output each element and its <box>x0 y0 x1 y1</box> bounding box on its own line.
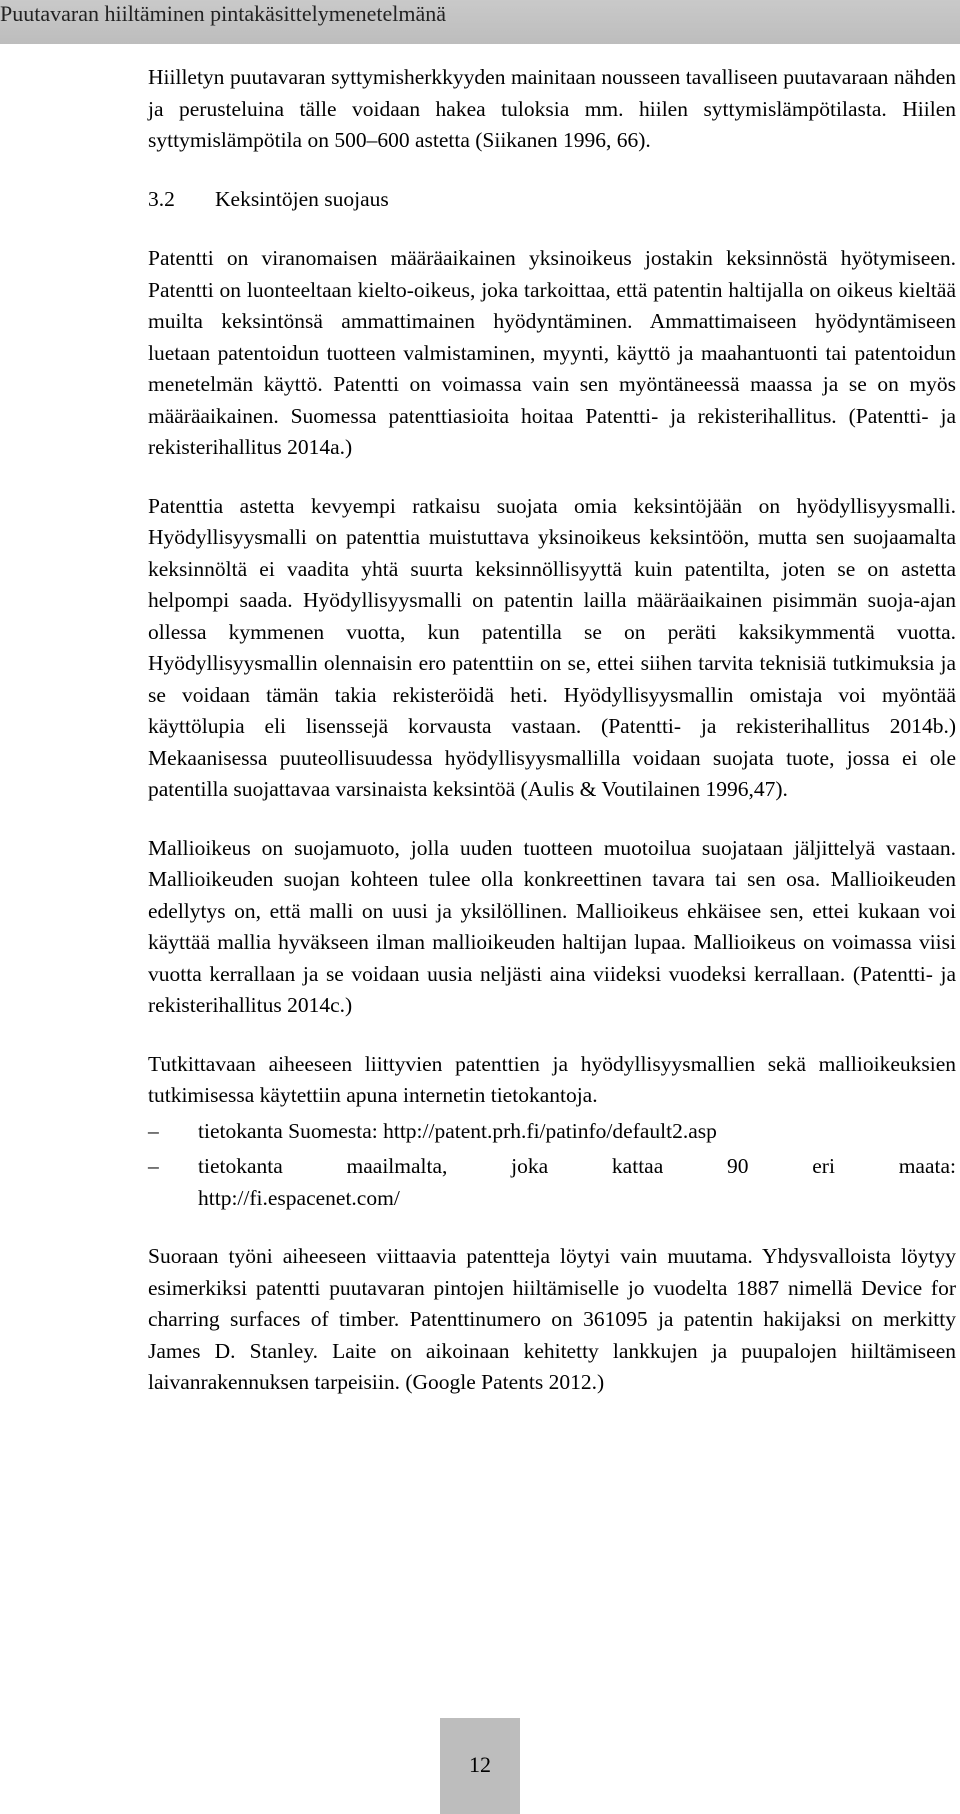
list-item-url: http://fi.espacenet.com/ <box>198 1185 400 1210</box>
running-title: Puutavaran hiiltäminen pintakäsittelymenetelmänä <box>0 1 446 26</box>
page-header <box>0 0 960 44</box>
list-item-text: tietokanta Suomesta: http://patent.prh.fi/patinfo/default2.asp <box>198 1118 717 1143</box>
paragraph-patents-found: Suoraan työni aiheeseen viittaavia patentteja löytyi vain muutama. Yhdysvalloista löytyy esimerkiksi patentti puutavaran pintojen hiiltämiselle jo vuodelta 1887 nimellä Device for charring surfaces of timber. Patenttinumero on 361095 ja patentin hakijaksi on merkitty James D. Stanley. Laite on aikoinaan kehitetty lankkujen ja puupalojen hiiltämiseen laivanrakennuksen tarpeisiin. (Google Patents 2012.) <box>148 1244 956 1394</box>
section-title: Keksintöjen suojaus <box>215 186 389 211</box>
dash-bullet: – <box>148 1154 159 1178</box>
database-list <box>148 1116 956 1215</box>
paragraph-design-right: Mallioikeus on suojamuoto, jolla uuden tuotteen muotoilua suojataan jäljittelyä vastaan. Mallioikeuden suojan kohteen tulee olla konkreettinen tavara tai sen osa. Mallioikeuden edellytys on, että malli on uusi ja yksilöllinen. Mallioikeus ehkäisee sen, ettei kukaan voi käyttää mallia hyväkseen ilman mallioikeuden haltijan lupaa. Mallioikeus on voimassa viisi vuotta kerrallaan ja se voidaan uusia neljästi aina viideksi vuodeksi kerrallaan. (Patentti- ja rekisterihallitus 2014c.) <box>148 835 956 1017</box>
section-number: 3.2 <box>148 186 175 211</box>
document-body <box>148 62 956 1426</box>
page-number-box <box>440 1718 520 1814</box>
section-heading <box>0 184 956 216</box>
paragraph-databases: Tutkittavaan aiheeseen liittyvien patenttien ja hyödyllisyysmallien sekä mallioikeuksien tutkimisessa käytettiin apuna internetin tietokantoja. <box>148 1051 956 1107</box>
paragraph-ignition: Hiilletyn puutavaran syttymisherkkyyden mainitaan nousseen tavalliseen puutavaraan nähden ja perusteluina tälle voidaan hakea tuloksia mm. hiilen syttymislämpötilasta. Hiilen syttymislämpötila on 500–600 astetta (Siikanen 1996, 66). <box>148 65 956 152</box>
list-item <box>148 1151 956 1214</box>
list-item <box>148 1116 956 1148</box>
paragraph-patent: Patentti on viranomaisen määräaikainen yksinoikeus jostakin keksinnöstä hyötymiseen. Patentti on luonteeltaan kielto-oikeus, joka tarkoittaa, että patentin haltijalla on oikeus kieltää muilta keksintönsä ammattimainen hyödyntäminen. Ammattimaiseen hyödyntämiseen luetaan patentoidun tuotteen valmistaminen, myynti, käyttö ja maahantuonti tai patentoidun menetelmän käyttö. Patentti on voimassa vain sen myöntäneessä maassa ja se on myös määräaikainen. Suomessa patenttiasioita hoitaa Patentti- ja rekisterihallitus. (Patentti- ja rekisterihallitus 2014a.) <box>148 246 956 459</box>
paragraph-utility-model: Patenttia astetta kevyempi ratkaisu suojata omia keksintöjään on hyödyllisyysmalli. Hyödyllisyysmalli on patenttia muistuttava yksinoikeus keksintöön, mutta sen suojaamalta keksinnöltä ei vaadita yhtä suurta keksinnöllisyyttä kuin patentilta, joten se on astetta helpompi saada. Hyödyllisyysmalli on patentin lailla määräaikainen pisimmän suoja-ajan ollessa kymmenen vuotta, kun patentilla se on peräti kaksikymmentä vuotta. Hyödyllisyysmallin olennaisin ero patenttiin on se, ettei siihen tarvita teknisiä tutkimuksia ja se voidaan tämän takia rekisteröidä heti. Hyödyllisyysmallin omistaja voi myöntää käyttölupia eli lisenssejä korvausta vastaan. (Patentti- ja rekisterihallitus 2014b.) Mekaanisessa puuteollisuudessa hyödyllisyysmallilla voidaan suojata tuote, jossa ei ole patentilla suojattavaa varsinaista keksintöä (Aulis & Voutilainen 1996,47). <box>148 493 956 801</box>
page-number: 12 <box>469 1752 491 1777</box>
list-item-text: tietokanta maailmalta, joka kattaa 90 eri maata: <box>198 1154 956 1178</box>
dash-bullet: – <box>148 1118 159 1143</box>
